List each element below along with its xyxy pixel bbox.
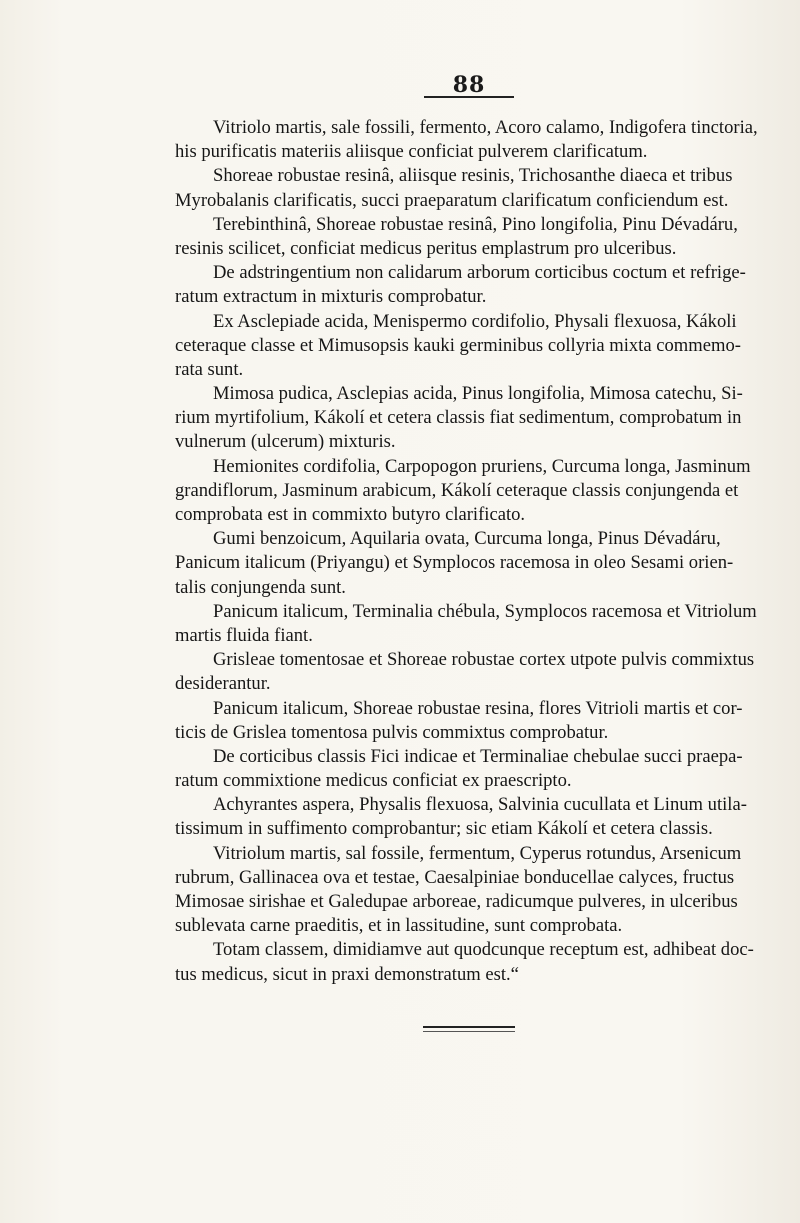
text-line: Panicum italicum (Priyangu) et Symplocos racemosa in oleo Sesami orien- [175, 552, 734, 574]
text-line: ratum extractum in mixturis comprobatur. [175, 286, 487, 308]
page-number: 88 [452, 72, 486, 98]
end-rule-thin [423, 1031, 515, 1032]
text-line: Shoreae robustae resinâ, aliisque resinis, Trichosanthe diaeca et tribus [213, 165, 733, 187]
text-line: Vitriolum martis, sal fossile, fermentum, Cyperus rotundus, Arsenicum [213, 842, 742, 864]
text-line: rium myrtifolium, Kákolí et cetera classis fiat sedimentum, comprobatum in [175, 407, 742, 429]
text-line: grandiflorum, Jasminum arabicum, Kákolí ceteraque classis conjungenda et [175, 479, 739, 501]
text-line: desiderantur. [175, 673, 271, 695]
text-line: De corticibus classis Fici indicae et Terminaliae chebulae succi praepa- [213, 745, 743, 767]
end-rule [423, 1026, 515, 1028]
text-line: Myrobalanis clarificatis, succi praeparatum clarificatum conficiendum est. [175, 189, 729, 211]
text-line: De adstringentium non calidarum arborum corticibus coctum et refrige- [213, 262, 746, 284]
text-line: Ex Asclepiade acida, Menispermo cordifolio, Physali flexuosa, Kákoli [213, 310, 737, 332]
text-line: Vitriolo martis, sale fossili, fermento, Acoro calamo, Indigofera tinctoria, [213, 117, 758, 138]
text-line: Achyrantes aspera, Physalis flexuosa, Salvinia cucullata et Linum utila- [213, 794, 747, 816]
text-line: ratum commixtione medicus conficiat ex praescripto. [175, 770, 572, 792]
text-line: tus medicus, sicut in praxi demonstratum est.“ [175, 963, 519, 985]
header-rule [424, 96, 514, 98]
text-line: vulnerum (ulcerum) mixturis. [175, 431, 396, 453]
text-line: his purificatis materiis aliisque conficiat pulverem clarificatum. [175, 141, 648, 163]
text-line: Terebinthinâ, Shoreae robustae resinâ, Pino longifolia, Pinu Dévadáru, [213, 213, 738, 235]
text-line: ceteraque classe et Mimusopsis kauki germinibus collyria mixta commemo- [175, 334, 741, 356]
text-line: Mimosa pudica, Asclepias acida, Pinus longifolia, Mimosa catechu, Si- [213, 383, 743, 405]
text-line: talis conjungenda sunt. [175, 576, 346, 598]
text-line: comprobata est in commixto butyro clarificato. [175, 504, 526, 525]
text-line: tissimum in suffimento comprobantur; sic etiam Kákolí et cetera classis. [175, 818, 713, 840]
text-line: rubrum, Gallinacea ova et testae, Caesalpiniae bonducellae calyces, fructus [175, 866, 735, 888]
text-line: rata sunt. [175, 358, 244, 380]
text-line: Mimosae sirishae et Galedupae arboreae, radicumque pulveres, in ulceribus [175, 891, 738, 912]
text-line: martis fluida fiant. [175, 624, 313, 646]
text-line: Totam classem, dimidiamve aut quodcunque receptum est, adhibeat doc- [213, 939, 754, 961]
text-line: Panicum italicum, Shoreae robustae resina, flores Vitrioli martis et cor- [213, 697, 743, 719]
text-line: Panicum italicum, Terminalia chébula, Symplocos racemosa et Vitriolum [213, 600, 757, 622]
body-text [175, 116, 800, 987]
text-line: sublevata carne praeditis, et in lassitudine, sunt comprobata. [175, 915, 623, 937]
text-line: ticis de Grislea tomentosa pulvis commixtus comprobatur. [175, 721, 609, 743]
text-line: Gumi benzoicum, Aquilaria ovata, Curcuma longa, Pinus Dévadáru, [213, 528, 721, 550]
text-line: resinis scilicet, conficiat medicus peritus emplastrum pro ulceribus. [175, 237, 677, 259]
text-line: Hemionites cordifolia, Carpopogon pruriens, Curcuma longa, Jasminum [213, 455, 751, 477]
text-line: Grisleae tomentosae et Shoreae robustae cortex utpote pulvis commixtus [213, 649, 755, 671]
